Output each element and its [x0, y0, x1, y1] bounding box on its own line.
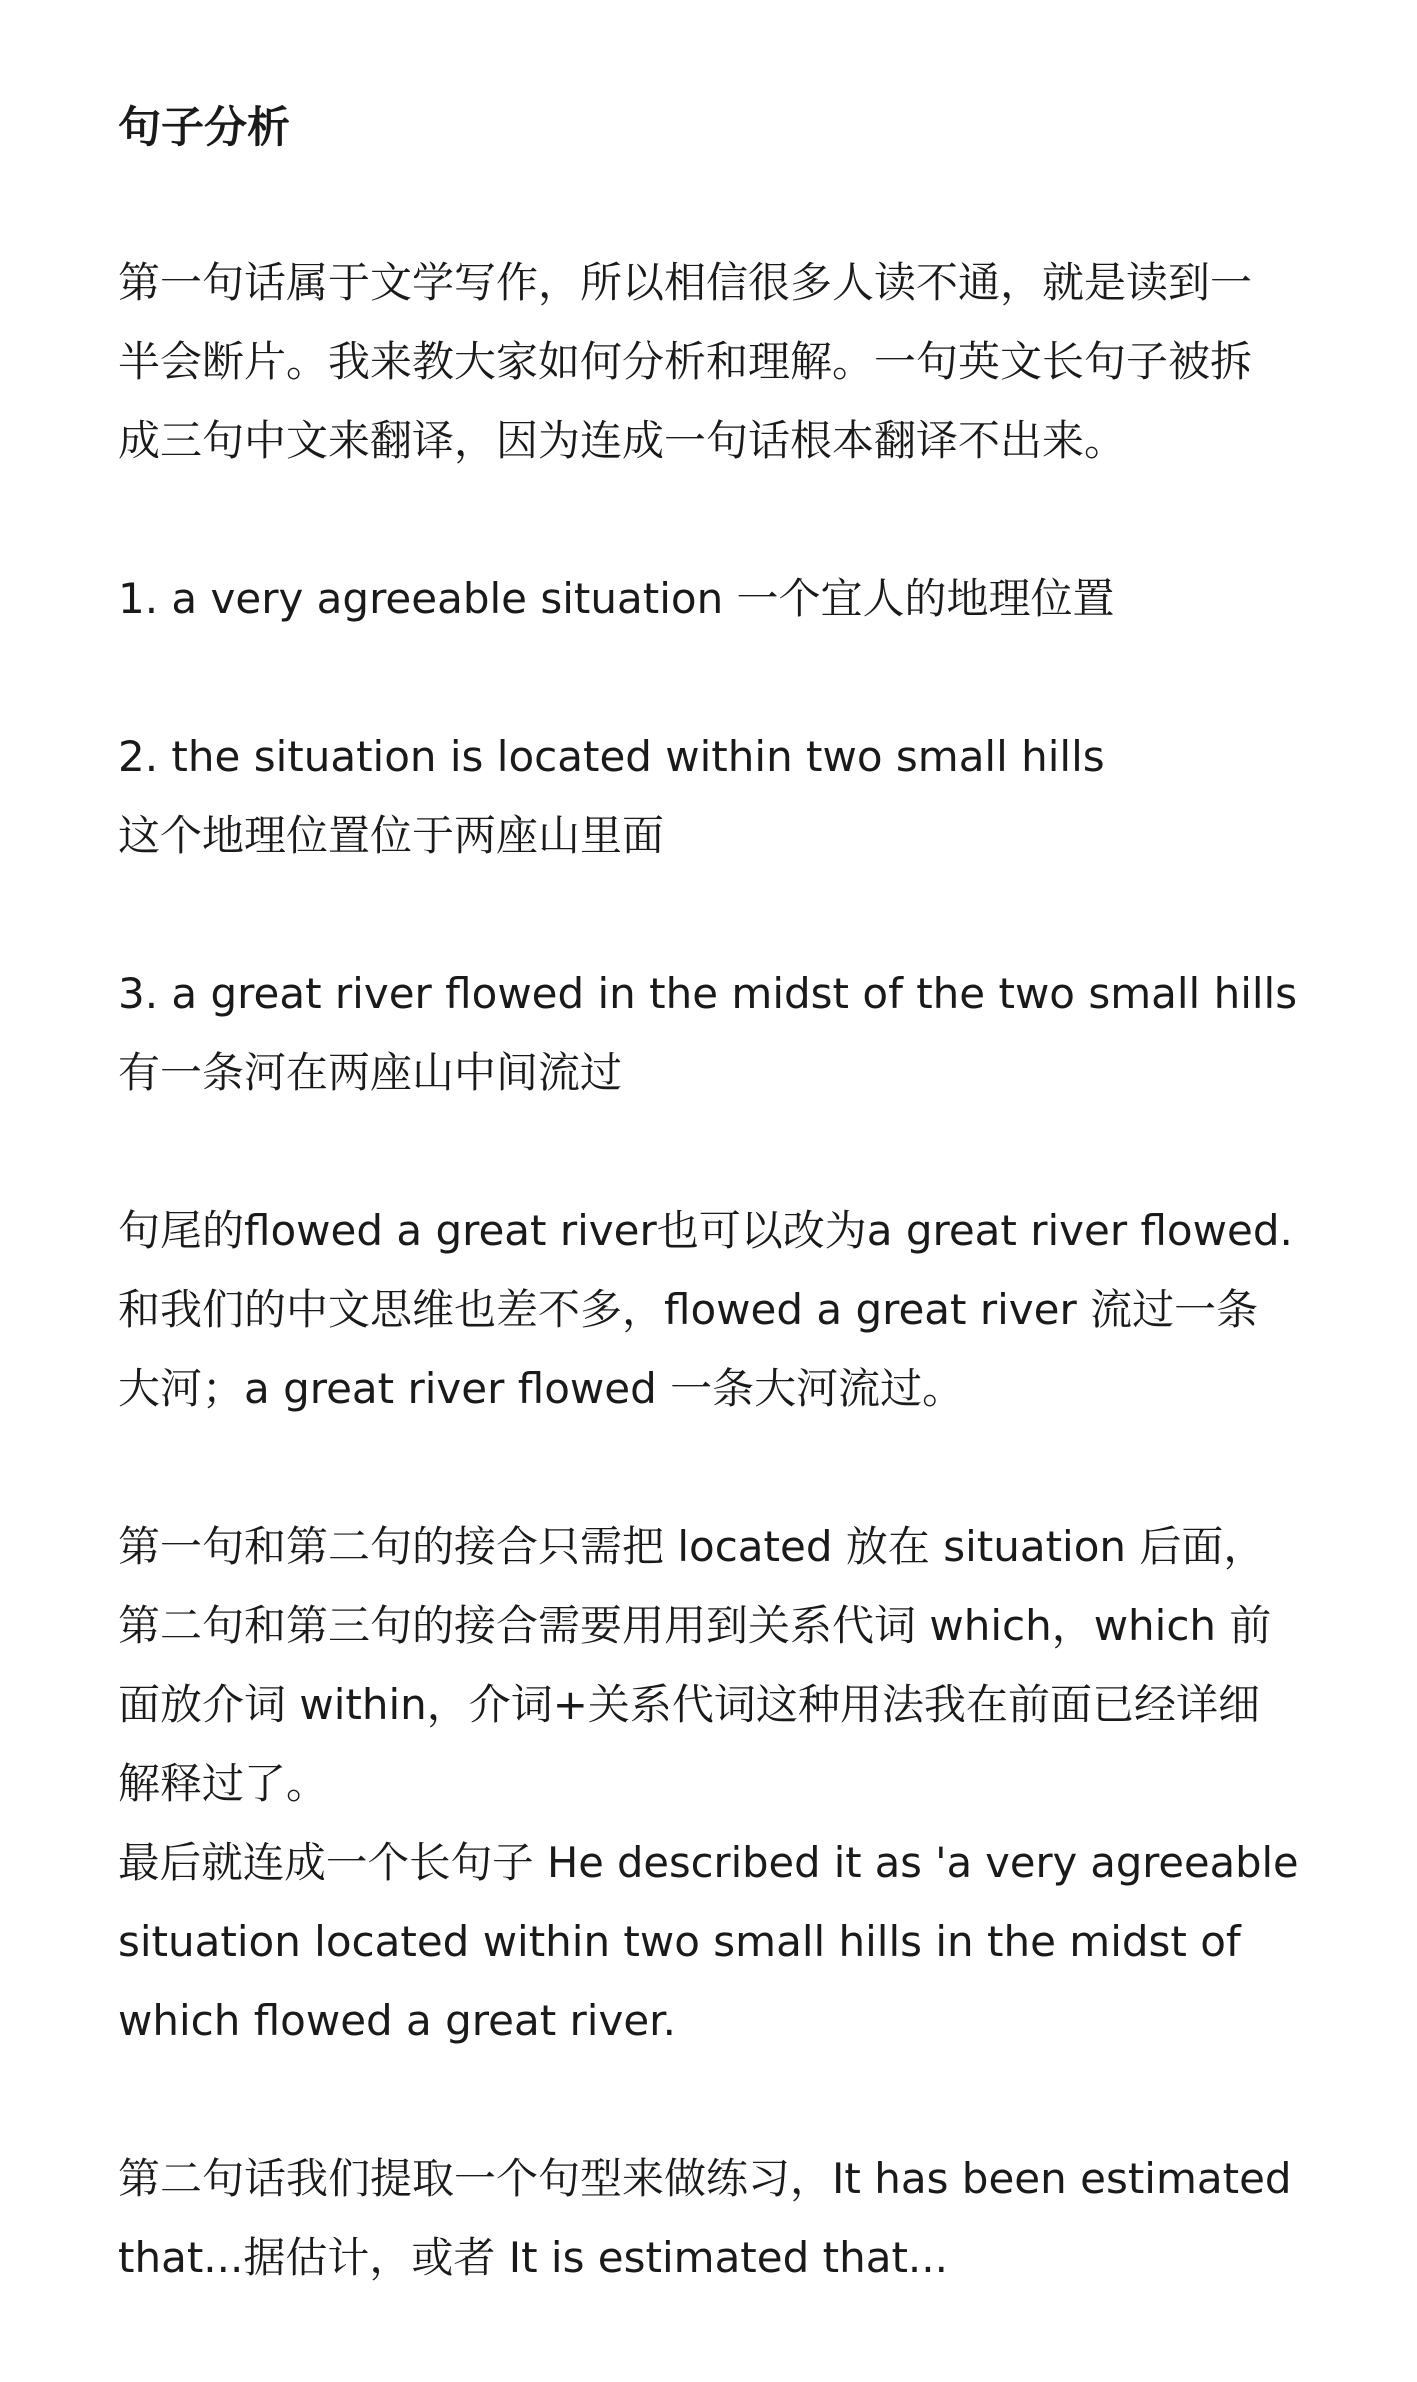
text-line: 第一句话属于文学写作，所以相信很多人读不通，就是读到一	[118, 258, 1253, 307]
text-line: 解释过了。	[118, 1759, 329, 1808]
paragraph-point-1	[118, 559, 1299, 638]
text-line: situation located within two small hills in the midst of	[118, 1917, 1241, 1966]
paragraph-point-2	[118, 717, 1299, 875]
text-line: 有一条河在两座山中间流过	[118, 1048, 623, 1097]
spacer	[118, 480, 1299, 559]
text-line: 第二句话我们提取一个句型来做练习，It has been estimated	[118, 2154, 1292, 2203]
text-line: 句尾的flowed a great river也可以改为a great river flowed.	[118, 1206, 1293, 1255]
text-line: 3. a great river flowed in the midst of the two small hills	[118, 969, 1298, 1018]
paragraph-join	[118, 1507, 1299, 2060]
text-line: 这个地理位置位于两座山里面	[118, 811, 665, 860]
text-line: 大河；a great river flowed 一条大河流过。	[118, 1364, 965, 1413]
text-line: 半会断片。我来教大家如何分析和理解。一句英文长句子被拆	[118, 337, 1253, 386]
paragraph-flowed	[118, 1191, 1299, 1428]
text-line: 面放介词 within，介词+关系代词这种用法我在前面已经详细	[118, 1680, 1260, 1729]
text-line: 和我们的中文思维也差不多，flowed a great river 流过一条	[118, 1285, 1259, 1334]
text-line: 2. the situation is located within two small hills	[118, 732, 1105, 781]
spacer	[118, 638, 1299, 717]
text-line: 1. a very agreeable situation 一个宜人的地理位置	[118, 574, 1115, 623]
paragraph-point-3	[118, 954, 1299, 1112]
text-line: 第一句和第二句的接合只需把 located 放在 situation 后面，	[118, 1522, 1266, 1571]
text-line: which flowed a great river.	[118, 1996, 676, 2045]
text-line: 成三句中文来翻译，因为连成一句话根本翻译不出来。	[118, 416, 1127, 465]
section-heading: 句子分析	[118, 103, 290, 153]
text-line: that...据估计，或者 It is estimated that...	[118, 2233, 948, 2282]
spacer	[118, 875, 1299, 954]
spacer	[118, 1112, 1299, 1191]
paragraph-estimated	[118, 2139, 1299, 2297]
text-line: 第二句和第三句的接合需要用用到关系代词 which，which 前	[118, 1601, 1272, 1650]
spacer	[118, 2060, 1299, 2139]
spacer	[118, 164, 1299, 243]
paragraph-intro	[118, 243, 1299, 480]
spacer	[118, 1428, 1299, 1507]
text-line: 最后就连成一个长句子 He described it as 'a very agreeable	[118, 1838, 1299, 1887]
